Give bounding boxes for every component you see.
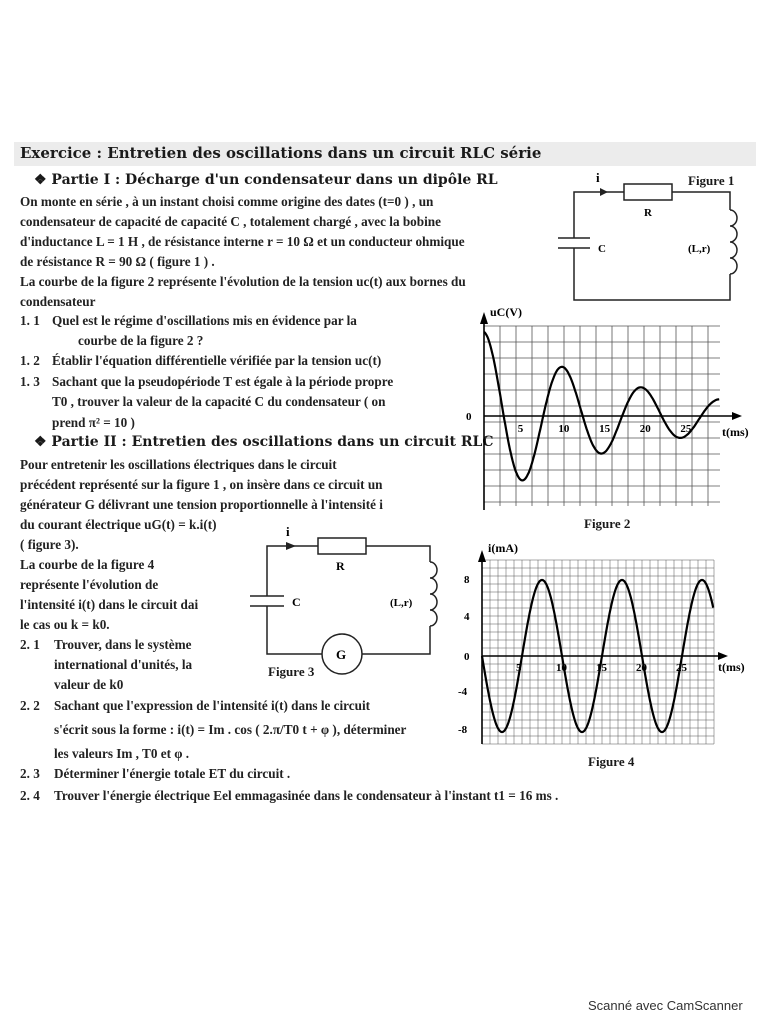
y-tick-label: -8 (458, 724, 468, 736)
current-arrow-icon (600, 188, 608, 196)
question-text: T0 , trouver la valeur de la capacité C du condensateur ( on (52, 394, 386, 409)
x-tick-label: 25 (680, 423, 692, 435)
y-tick-label: 4 (464, 611, 470, 623)
figure1-caption: Figure 1 (688, 173, 735, 188)
y-axis-label: uC(V) (490, 305, 522, 319)
x-tick-label: 25 (676, 662, 687, 674)
question-text: Trouver l'énergie électrique Eel emmagasinée dans le condensateur à l'instant t1 = 16 ms . (54, 788, 559, 803)
part1-line: d'inductance L = 1 H , de résistance interne r = 10 Ω et un conducteur ohmique (20, 234, 465, 249)
x-tick-label: 10 (558, 423, 570, 435)
y-tick-label: 8 (464, 574, 470, 586)
figure3-caption: Figure 3 (268, 664, 315, 679)
capacitor-label: C (598, 243, 606, 255)
question-text: Déterminer l'énergie totale ET du circuit . (54, 766, 291, 781)
question-number: 2. 4 (20, 788, 40, 803)
part1-line: de résistance R = 90 Ω ( figure 1 ) . (20, 254, 215, 269)
figure4-caption: Figure 4 (588, 754, 635, 769)
question-number: 2. 2 (20, 698, 40, 713)
figure3-circuit (240, 526, 440, 676)
question-text: Établir l'équation différentielle vérifiée par la tension uc(t) (52, 353, 382, 368)
x-axis-label: t(ms) (718, 660, 745, 674)
x-axis-arrow-icon (718, 652, 728, 660)
figure2-caption: Figure 2 (584, 516, 631, 531)
x-tick-label: 15 (596, 662, 607, 674)
part1-line: condensateur de capacité de capacité C , totalement chargé , avec la bobine (20, 214, 441, 229)
resistor-label: R (644, 207, 652, 219)
figure4-chart (452, 540, 762, 758)
part2-line: ( figure 3). (20, 537, 79, 552)
scanner-watermark: Scanné avec CamScanner (588, 998, 743, 1013)
question-text: s'écrit sous la forme : i(t) = Im . cos ( 2.π/T0 t + φ ), déterminer (54, 722, 407, 737)
current-arrow-icon (286, 542, 296, 550)
coil-label: (L,r) (390, 597, 413, 609)
capacitor-label: C (292, 595, 301, 609)
question-number: 1. 2 (20, 353, 40, 368)
y-tick-label: 0 (464, 651, 470, 663)
part2-heading: ❖ Partie II : Entretien des oscillations dans un circuit RLC (34, 434, 494, 450)
x-tick-label: 10 (556, 662, 567, 674)
question-number: 2. 3 (20, 766, 40, 781)
x-tick-label: 5 (517, 423, 524, 435)
grid (482, 560, 714, 744)
figure1-circuit (550, 170, 750, 310)
resistor-label: R (336, 559, 345, 573)
part2-line: La courbe de la figure 4 (20, 557, 155, 572)
part2-line: précédent représenté sur la figure 1 , on insère dans ce circuit un (20, 477, 383, 492)
generator-label: G (336, 647, 347, 662)
y-tick-label: -4 (458, 686, 468, 698)
question-text: Sachant que l'expression de l'intensité i(t) dans le circuit (54, 698, 371, 713)
part1-text (20, 192, 466, 312)
question-text: international d'unités, la (54, 657, 193, 672)
part1-line: On monte en série , à un instant choisi comme origine des dates (t=0 ) , un (20, 194, 434, 209)
question-text: Sachant que la pseudopériode T est égale à la période propre (52, 374, 394, 389)
part2-line: du courant électrique uG(t) = k.i(t) (20, 517, 217, 532)
part2-line: l'intensité i(t) dans le circuit dai (20, 597, 199, 612)
x-tick-label: 20 (639, 423, 651, 435)
part2-line: représente l'évolution de (20, 577, 159, 592)
question-text: Quel est le régime d'oscillations mis en évidence par la (52, 313, 357, 328)
question-text: valeur de k0 (54, 677, 124, 692)
x-tick-label: 5 (516, 662, 522, 674)
question-number: 1. 3 (20, 374, 40, 389)
part1-line: condensateur (20, 294, 96, 309)
question-number: 2. 1 (20, 637, 40, 652)
x-tick-label: 20 (636, 662, 647, 674)
part1-heading: ❖ Partie I : Décharge d'un condensateur dans un dipôle RL (34, 172, 498, 188)
question-text: les valeurs Im , T0 et φ . (54, 746, 190, 761)
y-axis-arrow-icon (478, 550, 486, 562)
zero-label: 0 (466, 411, 472, 423)
question-number: 1. 1 (20, 313, 40, 328)
y-axis-arrow-icon (480, 312, 488, 324)
x-tick-label: 15 (599, 423, 611, 435)
question-text: prend π² = 10 ) (52, 415, 135, 430)
figure2-chart (452, 302, 762, 532)
part1-line: La courbe de la figure 2 représente l'évolution de la tension uc(t) aux bornes du (20, 274, 466, 289)
part2-line: Pour entretenir les oscillations électriques dans le circuit (20, 457, 337, 472)
coil-label: (L,r) (688, 243, 711, 255)
current-label: i (286, 526, 290, 539)
exercise-title: Exercice : Entretien des oscillations dans un circuit RLC série (20, 144, 542, 162)
question-text: courbe de la figure 2 ? (78, 333, 204, 348)
question-text: Trouver, dans le système (54, 637, 192, 652)
current-label: i (596, 170, 600, 185)
x-axis-arrow-icon (732, 412, 742, 420)
x-axis-label: t(ms) (722, 425, 749, 439)
part2-line: générateur G délivrant une tension proportionnelle à l'intensité i (20, 497, 383, 512)
y-axis-label: i(mA) (488, 541, 518, 555)
part2-line: le cas ou k = k0. (20, 617, 110, 632)
